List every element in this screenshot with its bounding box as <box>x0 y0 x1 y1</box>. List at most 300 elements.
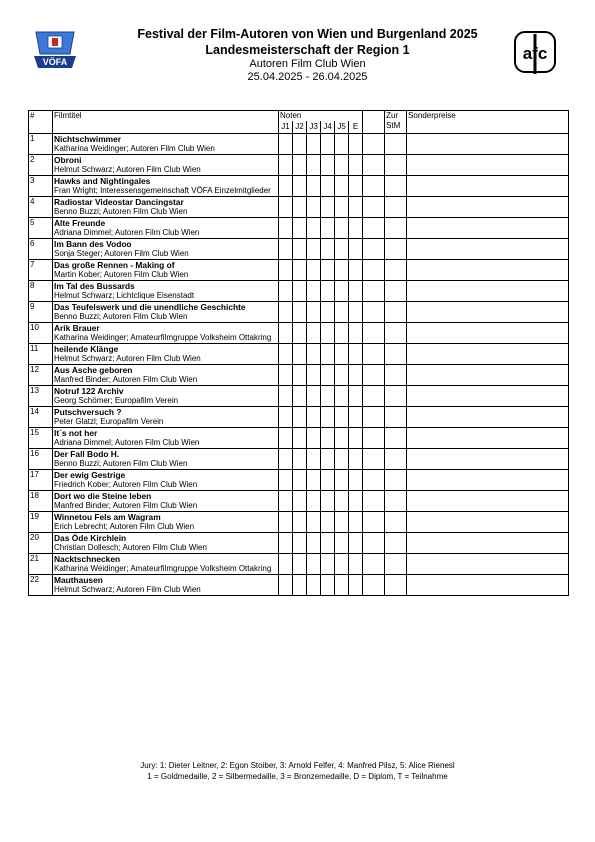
special-prize-cell[interactable] <box>407 218 569 239</box>
table-row <box>29 491 569 512</box>
zur-stm-cell[interactable] <box>385 512 407 533</box>
zur-stm-cell[interactable] <box>385 218 407 239</box>
judge-score-cell[interactable] <box>279 302 293 323</box>
afc-logo <box>513 30 557 76</box>
empty-cell <box>363 302 385 323</box>
table-row <box>29 218 569 239</box>
judge-score-cell[interactable] <box>293 344 307 365</box>
judge-score-cell[interactable] <box>307 512 321 533</box>
zur-stm-cell[interactable] <box>385 575 407 596</box>
judge-score-cell[interactable] <box>279 344 293 365</box>
special-prize-cell[interactable] <box>407 260 569 281</box>
row-number: 12 <box>29 365 53 386</box>
judge-score-cell[interactable] <box>349 554 363 575</box>
row-number: 9 <box>29 302 53 323</box>
zur-stm-cell[interactable] <box>385 407 407 428</box>
judge-score-cell[interactable] <box>321 533 335 554</box>
header-zur: Zur <box>386 111 399 120</box>
judge-score-cell[interactable] <box>279 428 293 449</box>
film-cell <box>53 512 279 533</box>
film-title: Alte Freunde <box>54 218 106 228</box>
film-cell <box>53 134 279 155</box>
row-number: 3 <box>29 176 53 197</box>
special-prize-cell[interactable] <box>407 323 569 344</box>
judge-score-cell[interactable] <box>321 218 335 239</box>
judge-score-cell[interactable] <box>335 134 349 155</box>
film-title: Das Teufelswerk und die unendliche Geschichte <box>54 302 246 312</box>
table-header-row <box>29 111 569 134</box>
judge-score-cell[interactable] <box>335 512 349 533</box>
judge-score-cell[interactable] <box>349 449 363 470</box>
judge-score-cell[interactable] <box>349 302 363 323</box>
empty-cell <box>363 512 385 533</box>
judge-score-cell[interactable] <box>349 176 363 197</box>
judge-score-cell[interactable] <box>321 260 335 281</box>
header-special: Sonderpreise <box>407 111 569 134</box>
judge-score-cell[interactable] <box>349 386 363 407</box>
judge-score-cell[interactable] <box>307 323 321 344</box>
judge-score-cell[interactable] <box>335 449 349 470</box>
film-title: Putschversuch ? <box>54 407 122 417</box>
film-author: Benno Buzzi; Autoren Film Club Wien <box>54 459 188 468</box>
judge-score-cell[interactable] <box>293 197 307 218</box>
judge-score-cell[interactable] <box>335 281 349 302</box>
film-author: Helmut Schwarz; Autoren Film Club Wien <box>54 165 201 174</box>
document-footer <box>0 760 595 782</box>
special-prize-cell[interactable] <box>407 281 569 302</box>
judge-score-cell[interactable] <box>321 470 335 491</box>
judge-score-cell[interactable] <box>279 323 293 344</box>
judge-score-cell[interactable] <box>335 533 349 554</box>
empty-cell <box>363 407 385 428</box>
film-author: Peter Glatzl; Europafilm Verein <box>54 417 164 426</box>
judge-score-cell[interactable] <box>321 491 335 512</box>
title-line-2: Landesmeisterschaft der Region 1 <box>205 43 410 57</box>
film-title: Der ewig Gestrige <box>54 470 126 480</box>
film-author: Katharina Weidinger; Amateurfilmgruppe Volksheim Ottakring <box>54 564 272 573</box>
judge-score-cell[interactable] <box>307 134 321 155</box>
special-prize-cell[interactable] <box>407 365 569 386</box>
judge-score-cell[interactable] <box>321 197 335 218</box>
film-author: Christian Dollesch; Autoren Film Club Wien <box>54 543 207 552</box>
film-author: Georg Schömer; Europafilm Verein <box>54 396 179 405</box>
film-cell <box>53 302 279 323</box>
empty-cell <box>363 470 385 491</box>
judge-score-cell[interactable] <box>335 365 349 386</box>
judge-score-cell[interactable] <box>279 533 293 554</box>
film-author: Helmut Schwarz; Autoren Film Club Wien <box>54 354 201 363</box>
judge-score-cell[interactable] <box>349 428 363 449</box>
judge-score-cell[interactable] <box>279 218 293 239</box>
judge-score-cell[interactable] <box>349 365 363 386</box>
judge-score-cell[interactable] <box>279 386 293 407</box>
judge-score-cell[interactable] <box>321 449 335 470</box>
judge-score-cell[interactable] <box>307 470 321 491</box>
table-row <box>29 407 569 428</box>
judge-score-cell[interactable] <box>349 533 363 554</box>
zur-stm-cell[interactable] <box>385 239 407 260</box>
film-author: Manfred Binder; Autoren Film Club Wien <box>54 501 198 510</box>
film-title: Nichtschwimmer <box>54 134 122 144</box>
empty-cell <box>363 176 385 197</box>
judge-score-cell[interactable] <box>335 260 349 281</box>
judge-score-cell[interactable] <box>349 281 363 302</box>
table-row <box>29 344 569 365</box>
film-title: Das Öde Kirchlein <box>54 533 127 543</box>
film-author: Martin Kober; Autoren Film Club Wien <box>54 270 189 279</box>
judge-score-cell[interactable] <box>279 365 293 386</box>
judge-score-cell[interactable] <box>349 323 363 344</box>
table-row <box>29 554 569 575</box>
zur-stm-cell[interactable] <box>385 533 407 554</box>
film-title: Arik Brauer <box>54 323 100 333</box>
special-prize-cell[interactable] <box>407 407 569 428</box>
award-legend: 1 = Goldmedaille, 2 = Silbermedaille, 3 = Bronzemedaille, D = Diplom, T = Teilnahme <box>147 772 448 781</box>
judge-score-cell[interactable] <box>279 575 293 596</box>
table-row <box>29 260 569 281</box>
judge-score-cell[interactable] <box>279 281 293 302</box>
zur-stm-cell[interactable] <box>385 134 407 155</box>
scoring-table <box>28 110 569 596</box>
judge-score-cell[interactable] <box>293 218 307 239</box>
special-prize-cell[interactable] <box>407 449 569 470</box>
judge-score-cell[interactable] <box>279 197 293 218</box>
zur-stm-cell[interactable] <box>385 449 407 470</box>
judge-score-cell[interactable] <box>321 302 335 323</box>
film-title: Das große Rennen - Making of <box>54 260 175 270</box>
zur-stm-cell[interactable] <box>385 428 407 449</box>
film-cell <box>53 407 279 428</box>
judge-score-cell[interactable] <box>293 239 307 260</box>
film-title: It´s not her <box>54 428 98 438</box>
row-number: 7 <box>29 260 53 281</box>
judge-score-cell[interactable] <box>293 407 307 428</box>
film-cell <box>53 260 279 281</box>
judge-score-cell[interactable] <box>279 134 293 155</box>
judge-score-cell[interactable] <box>349 218 363 239</box>
row-number: 5 <box>29 218 53 239</box>
zur-stm-cell[interactable] <box>385 197 407 218</box>
judge-score-cell[interactable] <box>279 407 293 428</box>
header-stm: StM <box>386 121 401 130</box>
empty-cell <box>363 533 385 554</box>
film-author: Helmut Schwarz; Autoren Film Club Wien <box>54 585 201 594</box>
afc-logo-text: afc <box>522 44 548 63</box>
judge-score-cell[interactable] <box>335 554 349 575</box>
film-cell <box>53 575 279 596</box>
table-row <box>29 197 569 218</box>
judge-score-cell[interactable] <box>321 365 335 386</box>
judge-score-cell[interactable] <box>349 260 363 281</box>
film-cell <box>53 449 279 470</box>
film-cell <box>53 197 279 218</box>
header-notes <box>279 111 363 134</box>
row-number: 15 <box>29 428 53 449</box>
film-title: Obroni <box>54 155 82 165</box>
special-prize-cell[interactable] <box>407 176 569 197</box>
special-prize-cell[interactable] <box>407 428 569 449</box>
judge-score-cell[interactable] <box>293 176 307 197</box>
row-number: 22 <box>29 575 53 596</box>
table-row <box>29 512 569 533</box>
judge-score-cell[interactable] <box>279 470 293 491</box>
judge-score-cell[interactable] <box>349 134 363 155</box>
table-row <box>29 449 569 470</box>
film-title: Radiostar Videostar Dancingstar <box>54 197 184 207</box>
header-notes-label: Noten <box>280 111 302 120</box>
judge-score-cell[interactable] <box>321 575 335 596</box>
judge-score-cell[interactable] <box>293 281 307 302</box>
judge-score-cell[interactable] <box>293 302 307 323</box>
table-row <box>29 386 569 407</box>
film-cell <box>53 365 279 386</box>
judge-score-cell[interactable] <box>349 155 363 176</box>
row-number: 21 <box>29 554 53 575</box>
zur-stm-cell[interactable] <box>385 155 407 176</box>
judge-score-cell[interactable] <box>307 365 321 386</box>
zur-stm-cell[interactable] <box>385 344 407 365</box>
judge-score-cell[interactable] <box>293 365 307 386</box>
empty-cell <box>363 428 385 449</box>
film-author: Adriana Dimmel; Autoren Film Club Wien <box>54 438 200 447</box>
judge-score-cell[interactable] <box>293 533 307 554</box>
judge-score-cell[interactable] <box>279 449 293 470</box>
judge-score-cell[interactable] <box>293 260 307 281</box>
judge-score-cell[interactable] <box>307 218 321 239</box>
judge-score-cell[interactable] <box>307 449 321 470</box>
empty-cell <box>363 449 385 470</box>
film-title: Hawks and Nightingales <box>54 176 151 186</box>
judge-score-cell[interactable] <box>321 155 335 176</box>
special-prize-cell[interactable] <box>407 575 569 596</box>
table-row <box>29 155 569 176</box>
zur-stm-cell[interactable] <box>385 281 407 302</box>
zur-stm-cell[interactable] <box>385 386 407 407</box>
zur-stm-cell[interactable] <box>385 302 407 323</box>
row-number: 6 <box>29 239 53 260</box>
film-cell <box>53 428 279 449</box>
film-cell <box>53 386 279 407</box>
film-title: Aus Asche geboren <box>54 365 133 375</box>
judge-score-cell[interactable] <box>293 449 307 470</box>
judge-score-cell[interactable] <box>279 491 293 512</box>
judge-score-cell[interactable] <box>321 407 335 428</box>
judge-score-cell[interactable] <box>349 239 363 260</box>
zur-stm-cell[interactable] <box>385 554 407 575</box>
special-prize-cell[interactable] <box>407 239 569 260</box>
judge-score-cell[interactable] <box>307 260 321 281</box>
film-title: Nacktschnecken <box>54 554 121 564</box>
judge-score-cell[interactable] <box>335 386 349 407</box>
judge-score-cell[interactable] <box>321 323 335 344</box>
judge-score-cell[interactable] <box>307 176 321 197</box>
judge-score-cell[interactable] <box>349 491 363 512</box>
film-author: Benno Buzzi; Autoren Film Club Wien <box>54 312 188 321</box>
judge-score-cell[interactable] <box>335 155 349 176</box>
judge-score-cell[interactable] <box>349 470 363 491</box>
judge-score-cell[interactable] <box>335 470 349 491</box>
special-prize-cell[interactable] <box>407 554 569 575</box>
judge-score-cell[interactable] <box>293 323 307 344</box>
film-cell <box>53 281 279 302</box>
film-cell <box>53 176 279 197</box>
special-prize-cell[interactable] <box>407 302 569 323</box>
table-row <box>29 533 569 554</box>
header-empty <box>363 111 385 134</box>
judge-score-cell[interactable] <box>335 344 349 365</box>
judge-score-cell[interactable] <box>293 155 307 176</box>
judge-score-cell[interactable] <box>293 491 307 512</box>
film-cell <box>53 554 279 575</box>
judge-score-cell[interactable] <box>307 575 321 596</box>
special-prize-cell[interactable] <box>407 134 569 155</box>
empty-cell <box>363 260 385 281</box>
row-number: 4 <box>29 197 53 218</box>
judge-score-cell[interactable] <box>293 134 307 155</box>
judge-score-cell[interactable] <box>335 575 349 596</box>
judge-score-cell[interactable] <box>307 491 321 512</box>
special-prize-cell[interactable] <box>407 533 569 554</box>
empty-cell <box>363 323 385 344</box>
row-number: 20 <box>29 533 53 554</box>
judge-score-cell[interactable] <box>307 554 321 575</box>
film-title: Notruf 122 Archiv <box>54 386 124 396</box>
judge-score-cell[interactable] <box>279 512 293 533</box>
judge-score-cell[interactable] <box>279 239 293 260</box>
judge-score-cell[interactable] <box>293 554 307 575</box>
header-judge: J4 <box>320 121 334 133</box>
zur-stm-cell[interactable] <box>385 260 407 281</box>
judge-score-cell[interactable] <box>279 554 293 575</box>
film-author: Sonja Steger; Autoren Film Club Wien <box>54 249 189 258</box>
header-title: Filmtitel <box>53 111 279 134</box>
judge-score-cell[interactable] <box>335 323 349 344</box>
film-author: Katharina Weidinger; Amateurfilmgruppe Volksheim Ottakring <box>54 333 272 342</box>
judge-score-cell[interactable] <box>321 386 335 407</box>
table-row <box>29 470 569 491</box>
judge-score-cell[interactable] <box>307 155 321 176</box>
special-prize-cell[interactable] <box>407 491 569 512</box>
special-prize-cell[interactable] <box>407 512 569 533</box>
film-title: Dort wo die Steine leben <box>54 491 152 501</box>
film-cell <box>53 491 279 512</box>
zur-stm-cell[interactable] <box>385 323 407 344</box>
judge-score-cell[interactable] <box>307 197 321 218</box>
judge-score-cell[interactable] <box>335 218 349 239</box>
judge-score-cell[interactable] <box>279 260 293 281</box>
row-number: 13 <box>29 386 53 407</box>
judge-score-cell[interactable] <box>307 386 321 407</box>
judge-score-cell[interactable] <box>335 407 349 428</box>
judge-score-cell[interactable] <box>279 155 293 176</box>
table-row <box>29 428 569 449</box>
special-prize-cell[interactable] <box>407 344 569 365</box>
zur-stm-cell[interactable] <box>385 470 407 491</box>
film-cell <box>53 344 279 365</box>
film-author: Adriana Dimmel; Autoren Film Club Wien <box>54 228 200 237</box>
row-number: 19 <box>29 512 53 533</box>
judge-score-cell[interactable] <box>293 512 307 533</box>
judge-score-cell[interactable] <box>321 281 335 302</box>
judge-score-cell[interactable] <box>349 197 363 218</box>
judge-score-cell[interactable] <box>307 281 321 302</box>
table-row <box>29 239 569 260</box>
header-judges <box>279 121 362 133</box>
row-number: 16 <box>29 449 53 470</box>
vofa-logo-text: VÖFA <box>42 57 68 67</box>
judge-score-cell[interactable] <box>321 344 335 365</box>
judge-score-cell[interactable] <box>293 470 307 491</box>
empty-cell <box>363 554 385 575</box>
film-cell <box>53 533 279 554</box>
header-nr: # <box>29 111 53 134</box>
header-judge: J2 <box>292 121 306 133</box>
special-prize-cell[interactable] <box>407 155 569 176</box>
judge-score-cell[interactable] <box>307 239 321 260</box>
judge-score-cell[interactable] <box>293 575 307 596</box>
row-number: 8 <box>29 281 53 302</box>
special-prize-cell[interactable] <box>407 197 569 218</box>
judge-score-cell[interactable] <box>293 428 307 449</box>
judge-score-cell[interactable] <box>321 428 335 449</box>
judge-score-cell[interactable] <box>349 344 363 365</box>
special-prize-cell[interactable] <box>407 386 569 407</box>
empty-cell <box>363 491 385 512</box>
film-title: Mauthausen <box>54 575 103 585</box>
judge-score-cell[interactable] <box>293 386 307 407</box>
judge-score-cell[interactable] <box>307 302 321 323</box>
judge-score-cell[interactable] <box>321 134 335 155</box>
judge-score-cell[interactable] <box>335 491 349 512</box>
film-author: Manfred Binder; Autoren Film Club Wien <box>54 375 198 384</box>
judge-score-cell[interactable] <box>321 554 335 575</box>
row-number: 18 <box>29 491 53 512</box>
row-number: 2 <box>29 155 53 176</box>
judge-score-cell[interactable] <box>279 176 293 197</box>
row-number: 1 <box>29 134 53 155</box>
empty-cell <box>363 281 385 302</box>
judge-score-cell[interactable] <box>349 407 363 428</box>
table-row <box>29 302 569 323</box>
judge-score-cell[interactable] <box>335 302 349 323</box>
judge-score-cell[interactable] <box>321 239 335 260</box>
judge-score-cell[interactable] <box>335 176 349 197</box>
judge-score-cell[interactable] <box>307 344 321 365</box>
title-line-1: Festival der Film-Autoren von Wien und Burgenland 2025 <box>137 27 478 41</box>
zur-stm-cell[interactable] <box>385 491 407 512</box>
header-judge: J5 <box>334 121 348 133</box>
zur-stm-cell[interactable] <box>385 176 407 197</box>
judge-score-cell[interactable] <box>335 239 349 260</box>
judge-score-cell[interactable] <box>335 197 349 218</box>
header-judge: J1 <box>281 122 290 131</box>
row-number: 14 <box>29 407 53 428</box>
judge-score-cell[interactable] <box>349 575 363 596</box>
special-prize-cell[interactable] <box>407 470 569 491</box>
film-author: Katharina Weidinger; Autoren Film Club Wien <box>54 144 215 153</box>
judge-score-cell[interactable] <box>321 176 335 197</box>
empty-cell <box>363 365 385 386</box>
empty-cell <box>363 155 385 176</box>
judge-score-cell[interactable] <box>307 428 321 449</box>
zur-stm-cell[interactable] <box>385 365 407 386</box>
judge-score-cell[interactable] <box>307 533 321 554</box>
judge-score-cell[interactable] <box>335 428 349 449</box>
empty-cell <box>363 218 385 239</box>
judge-score-cell[interactable] <box>307 407 321 428</box>
judge-score-cell[interactable] <box>321 512 335 533</box>
judge-score-cell[interactable] <box>349 512 363 533</box>
